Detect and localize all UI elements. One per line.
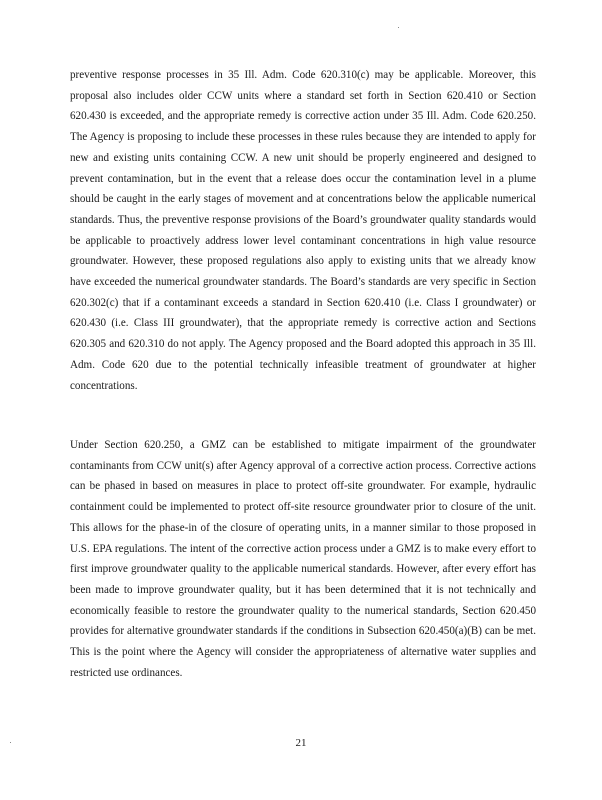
page-number: 21 [295, 737, 307, 749]
body-paragraph: preventive response processes in 35 Ill. Adm. Code 620.310(c) may be applicable. Moreover, this proposal also includes older CCW units where a standard set forth in Section 620.410 or Section 620.430 is exceeded, and the appropriate remedy is corrective action under 35 Ill. Adm. Code 620.250. The Agency is proposing to include these processes in these rules because they are intended to apply for new and existing units containing CCW. A new unit should be properly engineered and designed to prevent contamination, but in the event that a release does occur the contamination level in a plume should be caught in the early stages of movement and at concentrations below the applicable numerical standards. Thus, the preventive response provisions of the Board’s groundwater quality standards would be applicable to proactively address lower level contaminant concentrations in high value resource groundwater. However, these proposed regulations also apply to existing units that we already know have exceeded the numerical groundwater standards. The Board’s standards are very specific in Section 620.302(c) that if a contaminant exceeds a standard in Section 620.410 (i.e. Class I groundwater) or 620.430 (i.e. Class III groundwater), that the appropriate remedy is corrective action and Sections 620.305 and 620.310 do not apply. The Agency proposed and the Board adopted this approach in 35 Ill. Adm. Code 620 due to the potential technically infeasible treatment of groundwater at higher concentrations. [70, 69, 536, 392]
body-paragraph: Under Section 620.250, a GMZ can be established to mitigate impairment of the groundwater contaminants from CCW unit(s) after Agency approval of a corrective action process. Corrective actions can be phased in based on measures in place to protect off-site groundwater. For example, hydraulic containment could be implemented to protect off-site resource groundwater prior to closure of the unit. This allows for the phase-in of the closure of operating units, in a manner similar to those proposed in U.S. EPA regulations. The intent of the corrective action process under a GMZ is to make every effort to first improve groundwater quality to the applicable numerical standards. However, after every effort has been made to improve groundwater quality, but it has been determined that it is not technically and economically feasible to restore the groundwater quality to the numerical standards, Section 620.450 provides for alternative groundwater standards if the conditions in Subsection 620.450(a)(B) can be met. This is the point where the Agency will consider the appropriateness of alternative water supplies and restricted use ordinances. [70, 439, 536, 679]
scan-speck [398, 27, 399, 28]
